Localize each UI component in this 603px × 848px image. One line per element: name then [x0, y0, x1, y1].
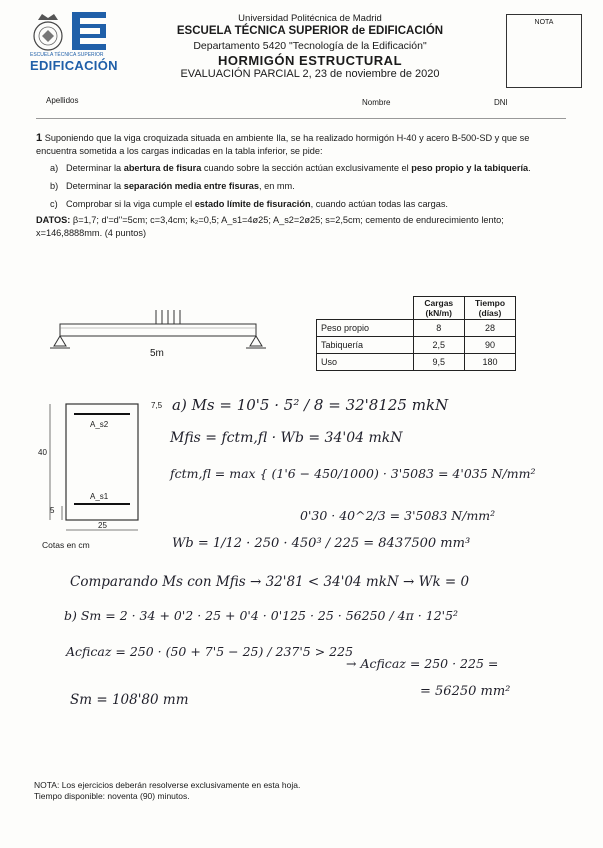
item-c — [50, 198, 566, 211]
hw-line-3b: 0'30 · 40^2/3 = 3'5083 N/mm² — [300, 508, 496, 523]
loads-header: Cargas (kN/m) — [413, 297, 465, 320]
problem-number: 1 — [36, 132, 43, 144]
name-field[interactable]: Nombre — [362, 98, 391, 107]
item-b-label: b) — [50, 181, 59, 191]
left-support-icon — [54, 336, 66, 346]
hw-line-5: Comparando Ms con Mfis → 32'81 < 34'04 mkN → Wk = 0 — [70, 574, 470, 590]
problem-intro — [36, 132, 566, 158]
hw-line-4: Wb = 1/12 · 250 · 450³ / 225 = 8437500 mm³ — [172, 536, 471, 551]
hw-line-7c: = 56250 mm² — [420, 684, 511, 699]
table-row: Peso propio 8 28 — [317, 320, 516, 337]
problem-statement — [36, 132, 566, 240]
school-name: ESCUELA TÉCNICA SUPERIOR de EDIFICACIÓN — [176, 25, 444, 37]
data-line — [36, 214, 566, 240]
separator-line — [36, 118, 566, 119]
bottom-cover-dim: 5 — [50, 506, 55, 515]
hw-line-7a: Acficaz = 250 · (50 + 7'5 − 25) / 237'5 > 225 — [66, 644, 354, 659]
id-field[interactable]: DNI — [494, 98, 508, 107]
item-b-text: Determinar la separación media entre fisuras, en mm. — [66, 181, 295, 191]
table-row: Tabiquería 2,5 90 — [317, 337, 516, 354]
height-dim: 40 — [38, 448, 47, 457]
as1-label: A_s1 — [90, 492, 109, 501]
footer-note: NOTA: Los ejercicios deberán resolverse exclusivamente en esta hoja. — [34, 780, 301, 790]
hw-line-8: Sm = 108'80 mm — [70, 692, 189, 708]
university-name: Universidad Politécnica de Madrid — [238, 13, 382, 24]
item-c-text: Comprobar si la viga cumple el estado límite de fisuración, cuando actúan todas las cargas. — [66, 199, 448, 209]
surname-field[interactable]: Apellidos — [46, 96, 79, 105]
department-name: Departamento 5420 "Tecnología de la Edificación" — [193, 40, 427, 52]
item-a — [50, 162, 566, 175]
span-label: 5m — [150, 348, 164, 359]
time-header: Tiempo (días) — [465, 297, 516, 320]
hw-line-1: a) Ms = 10'5 · 5² / 8 = 32'8125 mkN — [172, 396, 449, 414]
hw-line-2: Mfis = fctm,fl · Wb = 34'04 mkN — [170, 430, 403, 446]
data-label: DATOS: — [36, 215, 71, 225]
logo-text: EDIFICACIÓN — [30, 58, 118, 73]
exam-title: EVALUACIÓN PARCIAL 2, 23 de noviembre de 2020 — [180, 68, 440, 80]
hw-line-3a: fctm,fl = max { (1'6 − 450/1000) · 3'5083 = 4'035 N/mm² — [170, 466, 536, 481]
school-logo — [28, 10, 118, 76]
item-a-label: a) — [50, 163, 59, 173]
hw-line-6: b) Sm = 2 · 34 + 0'2 · 25 + 0'4 · 0'125 · 25 · 56250 / 4π · 12'5² — [64, 608, 459, 623]
logo-small-text: ESCUELA TÉCNICA SUPERIOR — [30, 52, 104, 58]
width-dim: 25 — [98, 521, 107, 530]
footer-time: Tiempo disponible: noventa (90) minutos. — [34, 791, 190, 801]
hw-line-7b: → Acficaz = 250 · 225 = — [346, 656, 499, 671]
right-support-icon — [250, 336, 262, 346]
units-note: Cotas en cm — [42, 540, 90, 550]
item-b — [50, 180, 566, 193]
grade-label: NOTA — [534, 19, 554, 26]
intro-text: Suponiendo que la viga croquizada situada en ambiente Ila, se ha realizado hormigón H-40 y acero B-500-SD y que se encuentra sometida a los cargas indicadas en la tabla inferior, se pide: — [36, 133, 530, 156]
loads-table — [316, 296, 516, 371]
cross-section — [36, 396, 156, 536]
table-row: Uso 9,5 180 — [317, 354, 516, 371]
load-arrows-icon — [156, 310, 180, 324]
item-c-label: c) — [50, 199, 58, 209]
data-text: β=1,7; d'=d''=5cm; c=3,4cm; k₂=0,5; A_s1=4ø25; A_s2=2ø25; s=2,5cm; cemento de endurecimiento lento; x=146,8888mm. (4 puntos) — [36, 215, 504, 238]
grade-box — [506, 14, 582, 88]
top-cover-dim: 7,5 — [151, 401, 163, 410]
item-a-text: Determinar la abertura de fisura cuando sobre la sección actúan exclusivamente el peso propio y la tabiquería. — [66, 163, 531, 173]
table-header-row — [317, 297, 516, 320]
subject-title: HORMIGÓN ESTRUCTURAL — [217, 53, 403, 68]
as2-label: A_s2 — [90, 420, 109, 429]
